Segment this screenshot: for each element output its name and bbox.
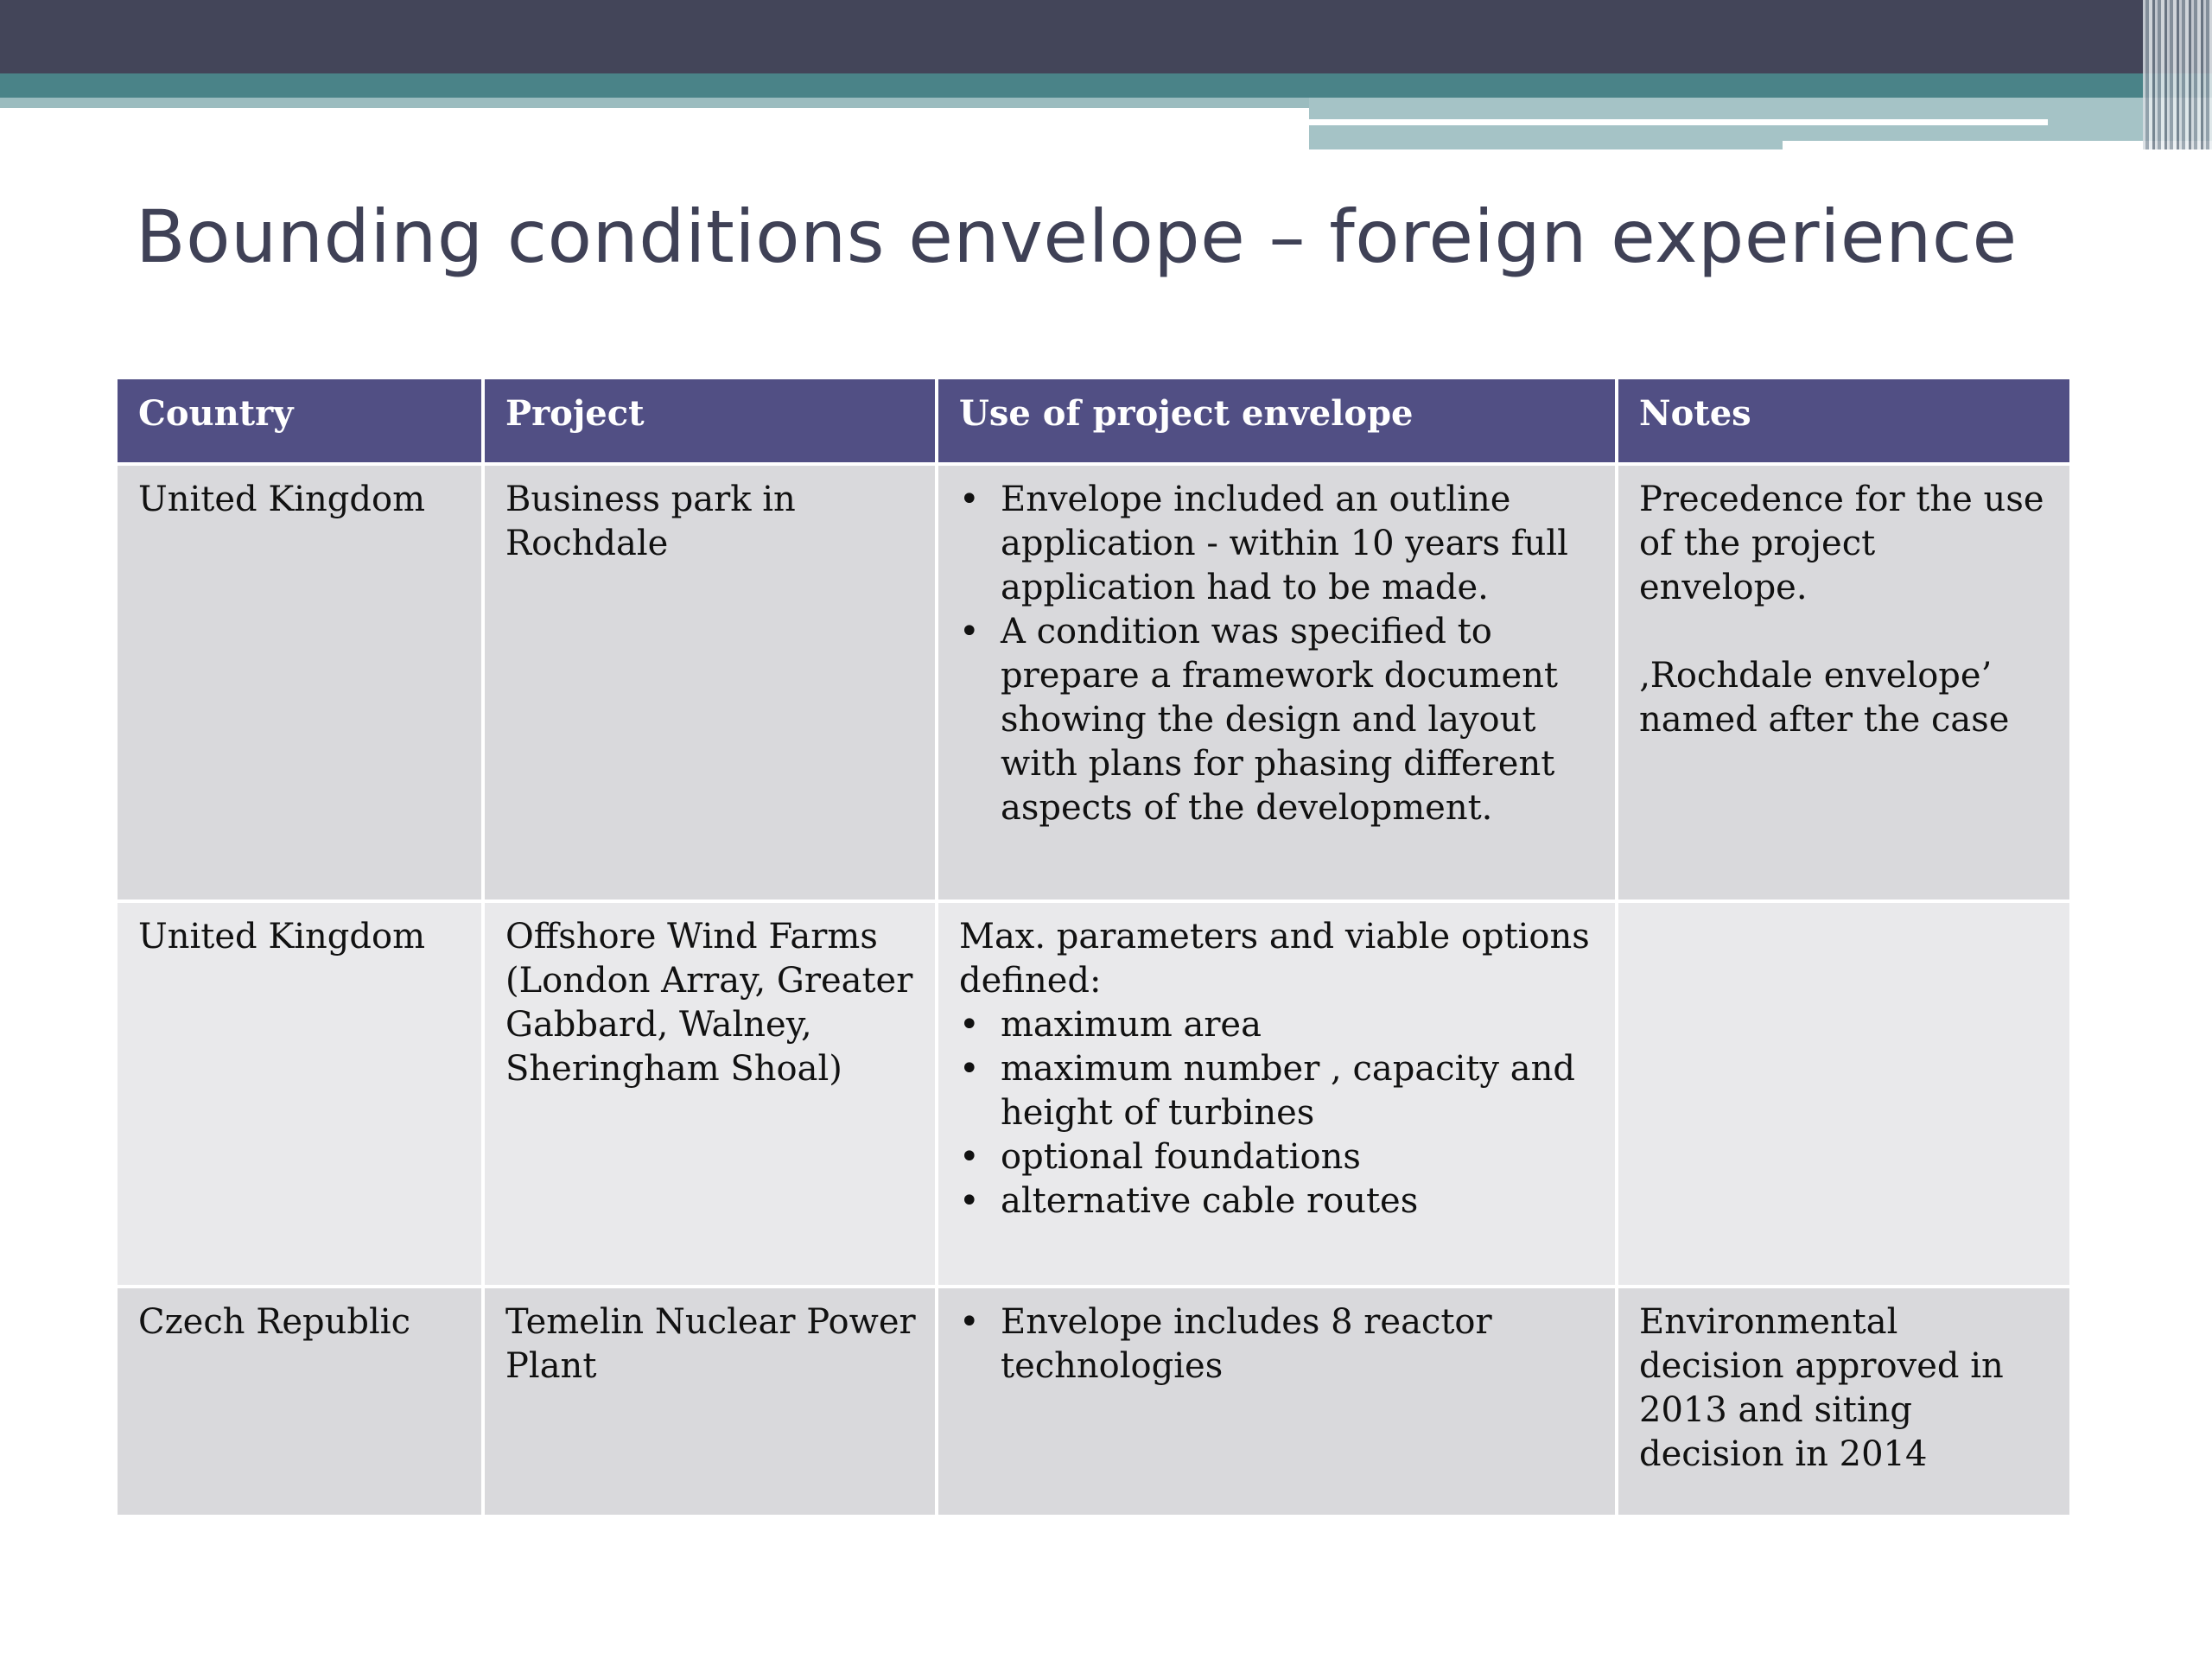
cell-use (938, 1288, 1615, 1515)
table-header-row (118, 379, 2069, 462)
cell-project: Business park in Rochdale (485, 466, 935, 899)
header-band-teal (0, 73, 2212, 98)
bullet-text: maximum area (1001, 1005, 1262, 1045)
bullet-text: A condition was specified to prepare a framework document showing the design and layout with plans for phasing different aspects of the development. (1001, 612, 1558, 828)
bullet-glyph: • (959, 1302, 980, 1342)
table-row (118, 466, 2069, 899)
bullet-text: maximum number , capacity and height of turbines (1001, 1049, 1575, 1133)
header-project: Project (485, 379, 935, 462)
header-notes: Notes (1618, 379, 2069, 462)
notes-paragraph: ‚Rochdale envelope’ named after the case (1639, 656, 2010, 740)
bullet-text: Envelope includes 8 reactor technologies (1001, 1302, 1492, 1386)
cell-country: United Kingdom (118, 466, 481, 899)
notes-paragraph: Environmental decision approved in 2013 and siting decision in 2014 (1639, 1302, 2004, 1474)
cell-notes (1618, 1288, 2069, 1515)
list-item (959, 1003, 1596, 1047)
cell-use (938, 903, 1615, 1285)
header-band-white-line (1309, 119, 2048, 125)
bullet-glyph: • (959, 1181, 980, 1221)
list-item (959, 1179, 1596, 1224)
table-row (118, 903, 2069, 1285)
use-bullet-list (959, 478, 1596, 830)
bullet-glyph: • (959, 1049, 980, 1089)
use-bullet-list (959, 1003, 1596, 1224)
list-item (959, 1300, 1596, 1389)
use-bullet-list (959, 1300, 1596, 1389)
slide-title: Bounding conditions envelope – foreign experience (136, 194, 2018, 279)
bullet-glyph: • (959, 480, 980, 519)
cell-country: United Kingdom (118, 903, 481, 1285)
bullet-glyph: • (959, 1005, 980, 1045)
bullet-text: alternative cable routes (1001, 1181, 1419, 1221)
bullet-glyph: • (959, 612, 980, 652)
envelope-table (114, 376, 2073, 1518)
list-item (959, 1047, 1596, 1135)
cell-notes (1618, 466, 2069, 899)
header-band-light (0, 98, 1309, 108)
cell-use (938, 466, 1615, 899)
header-stripes-decoration (2143, 0, 2212, 149)
header-country: Country (118, 379, 481, 462)
list-item (959, 478, 1596, 610)
paragraph-gap (1639, 610, 2050, 654)
list-item (959, 610, 1596, 830)
use-intro: Max. parameters and viable options defined: (959, 917, 1590, 1001)
header-use-of-envelope: Use of project envelope (938, 379, 1615, 462)
table-row (118, 1288, 2069, 1515)
bullet-text: optional foundations (1001, 1137, 1361, 1177)
bullet-text: Envelope included an outline application - within 10 years full application had to be made. (1001, 480, 1568, 607)
notes-paragraph: Precedence for the use of the project envelope. (1639, 480, 2044, 607)
cell-notes (1618, 903, 2069, 1285)
cell-country: Czech Republic (118, 1288, 481, 1515)
cell-project: Offshore Wind Farms (London Array, Greater Gabbard, Walney, Sheringham Shoal) (485, 903, 935, 1285)
header-band-dark (0, 0, 2212, 73)
bullet-glyph: • (959, 1137, 980, 1177)
cell-project: Temelin Nuclear Power Plant (485, 1288, 935, 1515)
list-item (959, 1135, 1596, 1179)
